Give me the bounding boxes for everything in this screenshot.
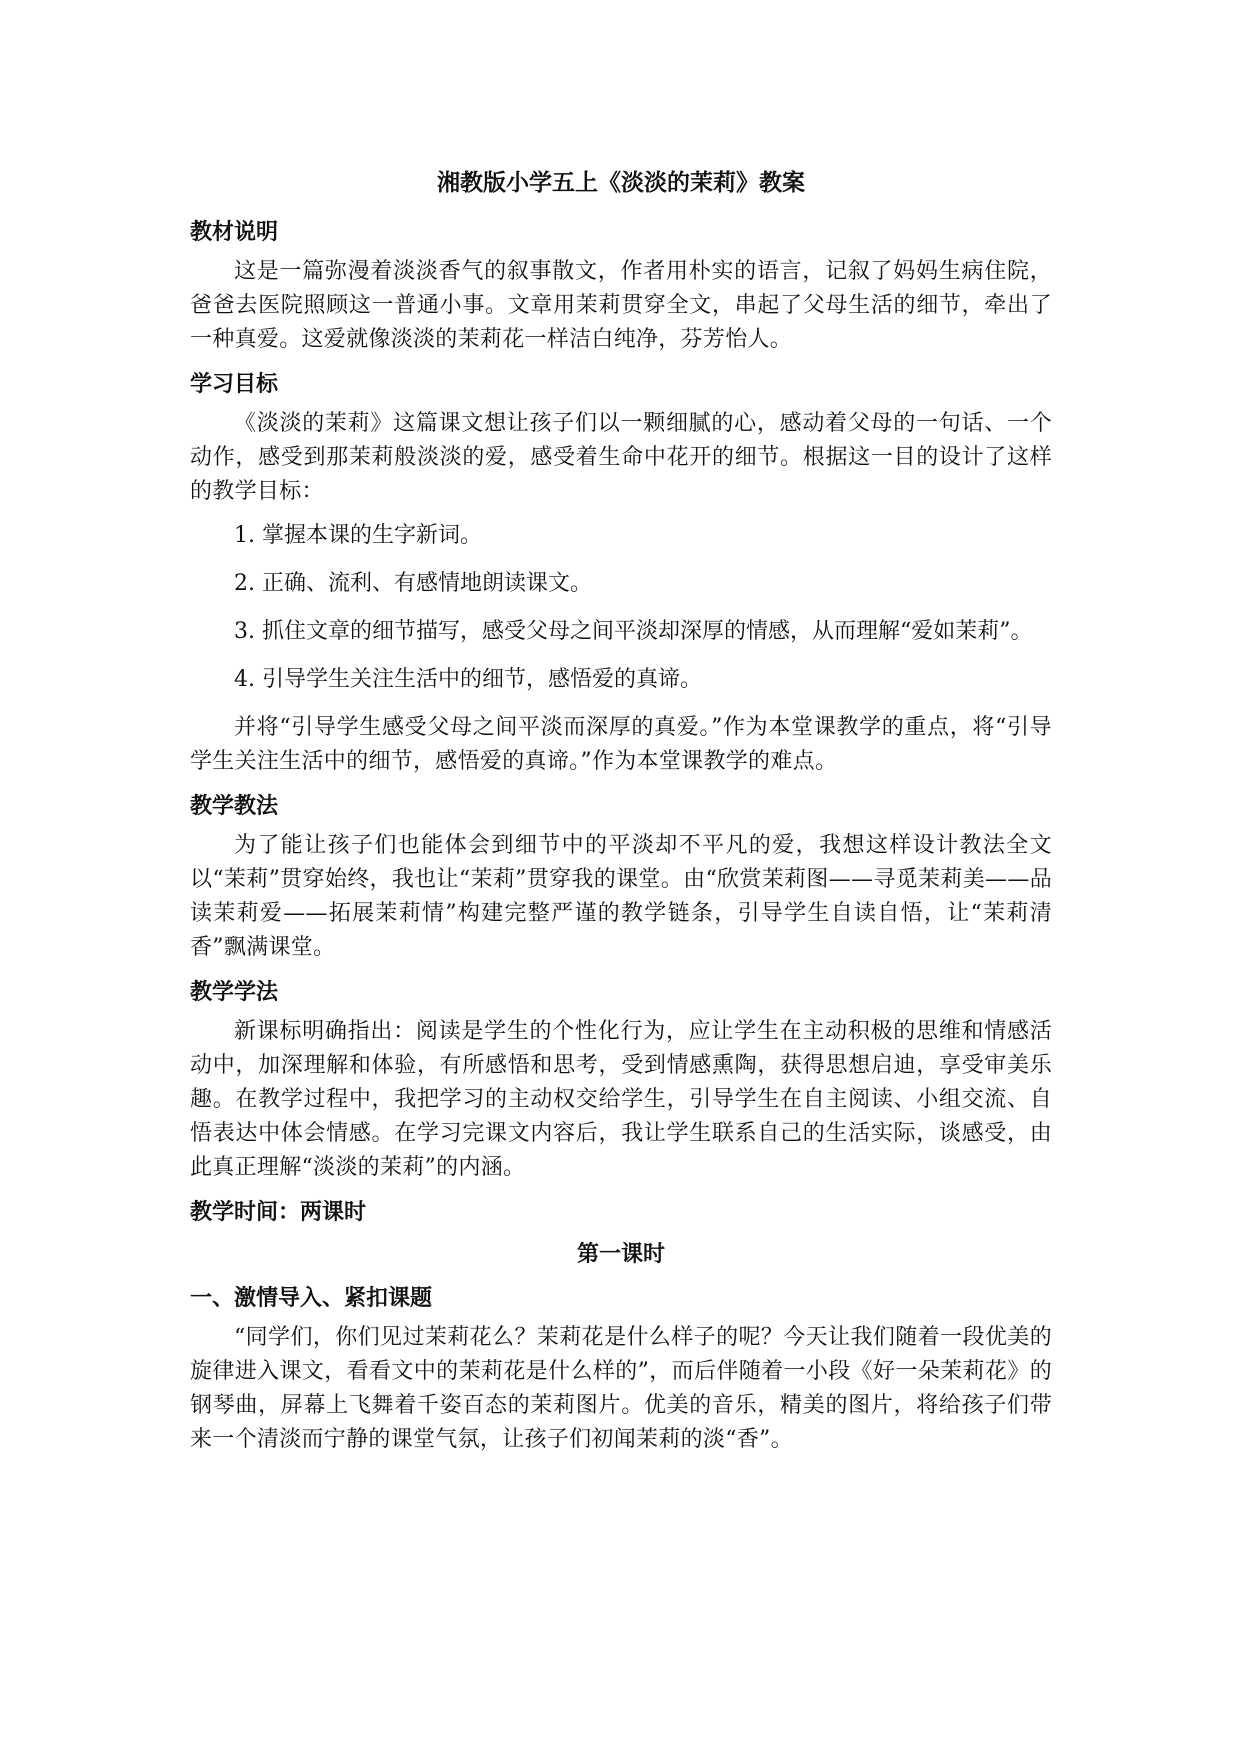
materials-paragraph: 这是一篇弥漫着淡淡香气的叙事散文，作者用朴实的语言，记叙了妈妈生病住院，爸爸去医院照顾这一普通小事。文章用茉莉贯穿全文，串起了父母生活的细节，牵出了一种真爱。这爱就像淡淡的茉莉花一样洁白纯净，芬芳怡人。	[190, 259, 1052, 352]
goal-item-1: 1. 掌握本课的生字新词。	[234, 523, 482, 548]
heading-goals: 学习目标	[190, 371, 279, 397]
goal-item-2: 2. 正确、流利、有感情地朗读课文。	[234, 571, 592, 596]
document-title: 湘教版小学五上《淡淡的茉莉》教案	[437, 169, 805, 196]
heading-teaching-time: 教学时间：两课时	[190, 1199, 367, 1225]
heading-teaching-method: 教学教法	[190, 793, 279, 819]
goals-focus-paragraph: 并将“引导学生感受父母之间平淡而深厚的真爱。”作为本堂课教学的重点，将“引导学生关注生活中的细节，感悟爱的真谛。”作为本堂课教学的难点。	[190, 715, 1052, 774]
heading-step-1: 一、激情导入、紧扣课题	[190, 1285, 433, 1311]
goal-item-3: 3. 抓住文章的细节描写，感受父母之间平淡却深厚的情感，从而理解“爱如茉莉”。	[234, 619, 1033, 644]
step-1-paragraph: “同学们，你们见过茉莉花么？茉莉花是什么样子的呢？今天让我们随着一段优美的旋律进入课文，看看文中的茉莉花是什么样的”，而后伴随着一小段《好一朵茉莉花》的钢琴曲，屏幕上飞舞着千姿百态的茉莉图片。优美的音乐，精美的图片，将给孩子们带来一个清淡而宁静的课堂气氛，让孩子们初闻茉莉的淡“香”。	[190, 1325, 1052, 1452]
teaching-method-paragraph: 为了能让孩子们也能体会到细节中的平淡却不平凡的爱，我想这样设计教法全文以“茉莉”贯穿始终，我也让“茉莉”贯穿我的课堂。由“欣赏茉莉图——寻觅茉莉美——品读茉莉爱——拓展茉莉情”构建完整严谨的教学链条，引导学生自读自悟，让“茉莉清香”飘满课堂。	[190, 833, 1052, 960]
goal-item-4: 4. 引导学生关注生活中的细节，感悟爱的真谛。	[234, 667, 702, 692]
goals-paragraph: 《淡淡的茉莉》这篇课文想让孩子们以一颗细腻的心，感动着父母的一句话、一个动作，感受到那茉莉般淡淡的爱，感受着生命中花开的细节。根据这一目的设计了这样的教学目标：	[190, 411, 1052, 504]
heading-lesson-1: 第一课时	[576, 1241, 665, 1267]
heading-materials: 教材说明	[190, 219, 279, 245]
learning-method-paragraph: 新课标明确指出：阅读是学生的个性化行为，应让学生在主动积极的思维和情感活动中，加深理解和体验，有所感悟和思考，受到情感熏陶，获得思想启迪，享受审美乐趣。在教学过程中，我把学习的主动权交给学生，引导学生在自主阅读、小组交流、自悟表达中体会情感。在学习完课文内容后，我让学生联系自己的生活实际，谈感受，由此真正理解“淡淡的茉莉”的内涵。	[190, 1019, 1052, 1180]
document-page	[190, 165, 1052, 1467]
heading-learning-method: 教学学法	[190, 979, 279, 1005]
